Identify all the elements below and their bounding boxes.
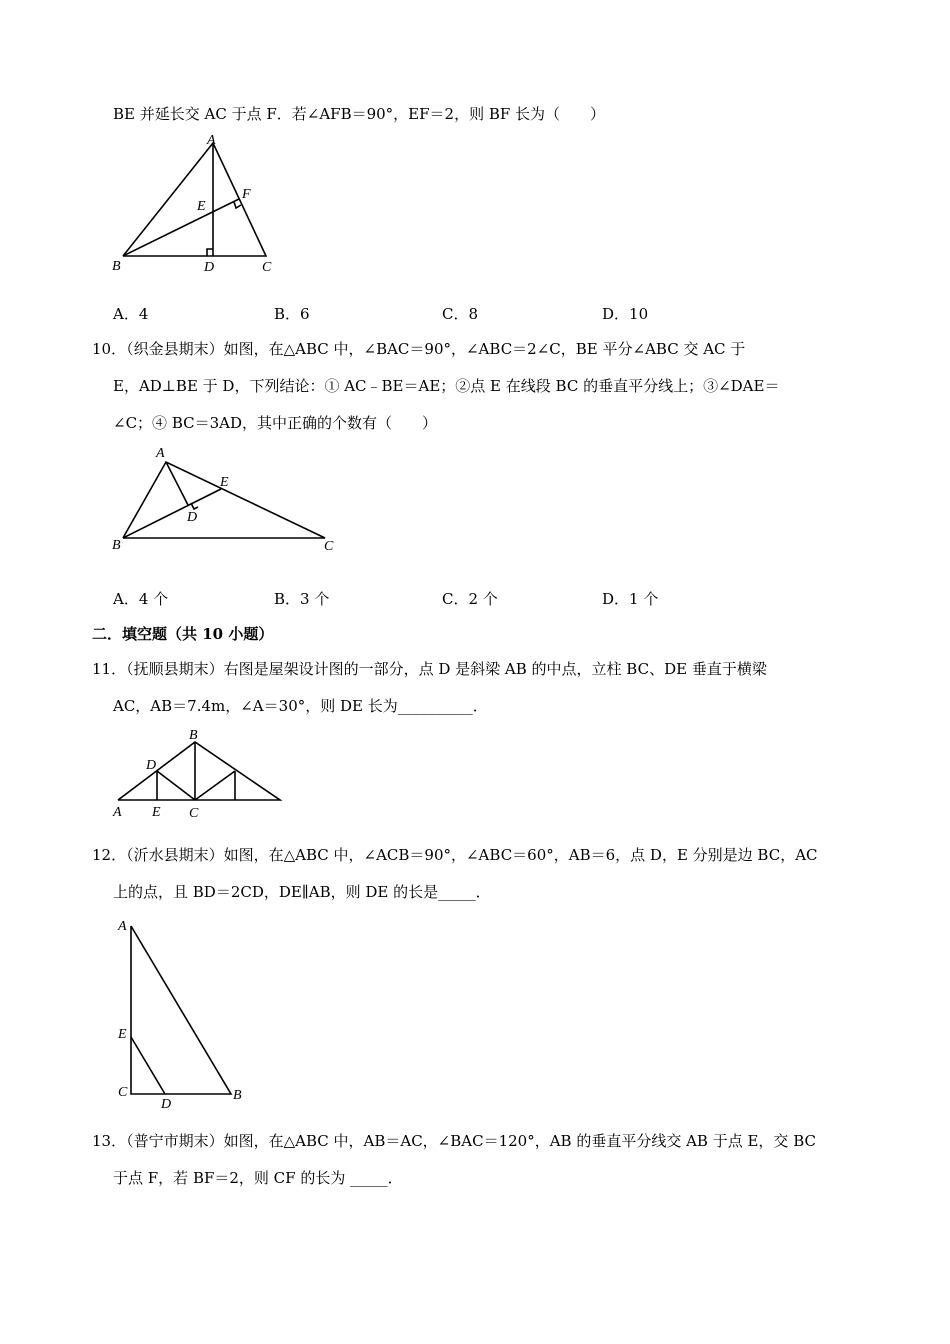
- q12-line1: 12．（沂水县期末）如图，在△ABC 中，∠ACB＝90°，∠ABC＝60°，AB＝6，点 D，E 分别是边 BC，AC: [92, 846, 818, 864]
- q12-label-a: A: [118, 919, 127, 934]
- q11-label-e: E: [152, 805, 161, 820]
- q9-label-a: A: [207, 133, 216, 148]
- q9-label-b: B: [112, 259, 121, 274]
- q9-label-f: F: [242, 187, 251, 202]
- q12-label-e: E: [118, 1027, 127, 1042]
- q10-line1: 10．（织金县期末）如图，在△ABC 中，∠BAC＝90°，∠ABC＝2∠C，BE 平分∠ABC 交 AC 于: [92, 340, 746, 358]
- q12-figure: [105, 912, 255, 1112]
- q9-option-d: D．10: [602, 305, 649, 323]
- q9-label-c: C: [262, 260, 272, 275]
- section-heading: 二．填空题（共 10 小题）: [92, 625, 274, 643]
- q11-label-d: D: [146, 758, 157, 773]
- q9-option-b: B．6: [274, 305, 310, 323]
- q10-option-c: C．2 个: [442, 590, 498, 608]
- q11-figure: [100, 722, 300, 822]
- q13-line2: 于点 F，若 BF＝2，则 CF 的长为 _____．: [113, 1169, 403, 1187]
- q10-option-b: B．3 个: [274, 590, 330, 608]
- q9-figure: [100, 132, 290, 277]
- q9-label-e: E: [197, 199, 206, 214]
- q12-label-c: C: [118, 1085, 128, 1100]
- q11-label-a: A: [113, 805, 122, 820]
- q10-label-a: A: [156, 446, 165, 461]
- q12-label-b: B: [233, 1088, 242, 1103]
- q9-label-d: D: [204, 260, 215, 275]
- q10-figure: [100, 442, 350, 557]
- q10-option-a: A．4 个: [113, 590, 169, 608]
- q10-line3: ∠C；④ BC＝3AD，其中正确的个数有（ ）: [113, 414, 437, 432]
- q12-line2: 上的点，且 BD＝2CD，DE∥AB，则 DE 的长是_____．: [113, 883, 491, 901]
- q10-label-c: C: [324, 539, 334, 554]
- q10-label-d: D: [187, 510, 198, 525]
- q10-line2: E，AD⊥BE 于 D，下列结论：① AC﹣BE＝AE；②点 E 在线段 BC 的垂直平分线上；③∠DAE＝: [113, 377, 780, 395]
- q12-label-d: D: [161, 1097, 172, 1112]
- q10-label-b: B: [112, 538, 121, 553]
- q10-label-e: E: [220, 475, 229, 490]
- q9-option-a: A．4: [113, 305, 149, 323]
- q13-line1: 13．（普宁市期末）如图，在△ABC 中，AB＝AC，∠BAC＝120°，AB 的垂直平分线交 AB 于点 E，交 BC: [92, 1132, 816, 1150]
- q11-label-b: B: [189, 728, 198, 743]
- q10-option-d: D．1 个: [602, 590, 659, 608]
- q11-label-c: C: [189, 806, 199, 821]
- q11-line1: 11．（抚顺县期末）右图是屋架设计图的一部分，点 D 是斜梁 AB 的中点，立柱 BC、DE 垂直于横梁: [92, 660, 767, 678]
- q9-stem-tail: BE 并延长交 AC 于点 F．若∠AFB＝90°，EF＝2，则 BF 长为（ ）: [113, 105, 606, 123]
- q9-option-c: C．8: [442, 305, 479, 323]
- q11-line2: AC，AB＝7.4m，∠A＝30°，则 DE 长为__________．: [113, 697, 488, 715]
